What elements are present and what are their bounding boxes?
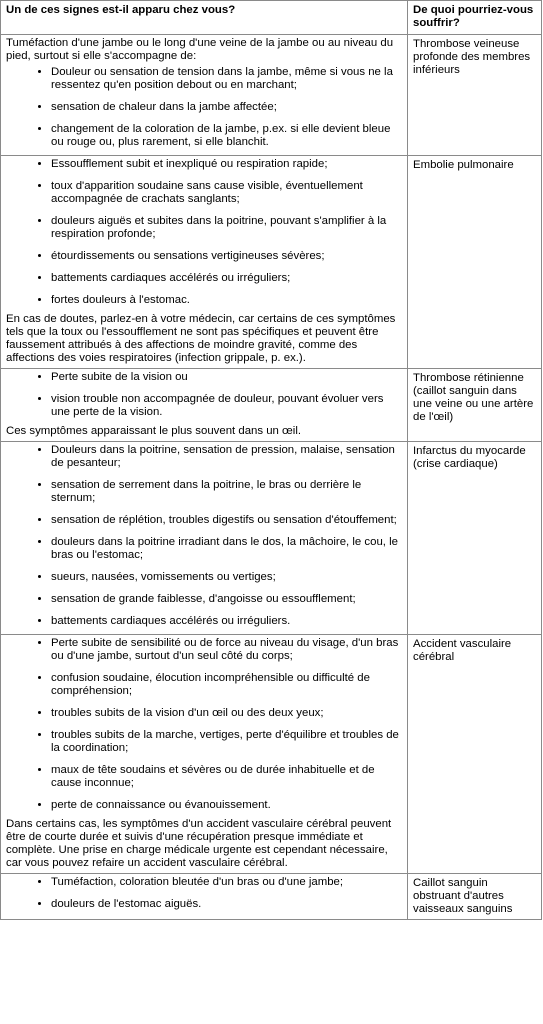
condition-cell: Accident vasculaire cérébral [408,635,542,874]
symptom-item: • vision trouble non accompagnée de douleur, pouvant évoluer vers une perte de la vision. [51,393,403,419]
table-row [1,874,542,920]
symptom-note: Dans certains cas, les symptômes d'un accident vasculaire cérébral peuvent être de courte durée et suivis d'une récupération presque immédiate et complète. Une prise en charge médicale urgente est cependant nécessaire, car vous pouvez refaire un accident vasculaire cérébral. [6,818,392,869]
symptom-item: • fortes douleurs à l'estomac. [51,294,403,307]
symptoms-cell [1,874,408,920]
symptoms-cell [1,35,408,156]
symptom-item: • troubles subits de la vision d'un œil ou des deux yeux; [51,707,403,720]
header-row [1,1,542,35]
symptom-item: • sensation de grande faiblesse, d'angoisse ou essoufflement; [51,593,403,606]
symptom-item: • douleurs aiguës et subites dans la poitrine, pouvant s'amplifier à la respiration profonde; [51,215,403,241]
symptom-list [6,444,403,628]
symptoms-cell [1,369,408,442]
table-row [1,156,542,369]
symptom-item: • battements cardiaques accélérés ou irréguliers; [51,272,403,285]
symptom-item: • Perte subite de la vision ou [51,371,403,384]
symptom-intro: Tuméfaction d'une jambe ou le long d'une veine de la jambe ou au niveau du pied, surtout si elle s'accompagne de: [6,37,394,62]
symptom-item: • toux d'apparition soudaine sans cause visible, éventuellement accompagnée de crachats sanglants; [51,180,403,206]
symptoms-cell [1,442,408,635]
symptom-item: • douleurs dans la poitrine irradiant dans le dos, la mâchoire, le cou, le bras ou l'estomac; [51,536,403,562]
symptom-item: • troubles subits de la marche, vertiges, perte d'équilibre et troubles de la coordination; [51,729,403,755]
header-symptoms: Un de ces signes est-il apparu chez vous? [1,1,408,35]
symptom-item: • battements cardiaques accélérés ou irréguliers. [51,615,403,628]
symptom-item: • Douleur ou sensation de tension dans la jambe, même si vous ne la ressentez qu'en position debout ou en marchant; [51,66,403,92]
table-row [1,35,542,156]
symptom-list [6,66,403,149]
table-row [1,635,542,874]
symptom-item: • confusion soudaine, élocution incompréhensible ou difficulté de compréhension; [51,672,403,698]
condition-cell: Thrombose rétinienne (caillot sanguin dans une veine ou une artère de l'œil) [408,369,542,442]
condition-cell: Infarctus du myocarde (crise cardiaque) [408,442,542,635]
symptoms-cell [1,156,408,369]
symptom-item: • sensation de serrement dans la poitrine, le bras ou derrière le sternum; [51,479,403,505]
table-row [1,369,542,442]
symptom-list [6,158,403,307]
symptom-item: • Perte subite de sensibilité ou de force au niveau du visage, d'un bras ou d'une jambe, surtout d'un seul côté du corps; [51,637,403,663]
symptom-item: • Essoufflement subit et inexpliqué ou respiration rapide; [51,158,403,171]
header-condition: De quoi pourriez-vous souffrir? [408,1,542,35]
condition-cell: Embolie pulmonaire [408,156,542,369]
symptom-item: • maux de tête soudains et sévères ou de durée inhabituelle et de cause inconnue; [51,764,403,790]
symptom-item: • Tuméfaction, coloration bleutée d'un bras ou d'une jambe; [51,876,403,889]
symptom-item: • sensation de réplétion, troubles digestifs ou sensation d'étouffement; [51,514,403,527]
symptom-item: • Douleurs dans la poitrine, sensation de pression, malaise, sensation de pesanteur; [51,444,403,470]
symptom-note: En cas de doutes, parlez-en à votre médecin, car certains de ces symptômes tels que la toux ou l'essoufflement ne sont pas spécifiques et peuvent être faussement attribués à des affections de moindre gravité, comme des affections des voies respiratoires (infection grippale, p. ex.). [6,313,396,364]
symptom-item: • sueurs, nausées, vomissements ou vertiges; [51,571,403,584]
symptom-item: • étourdissements ou sensations vertigineuses sévères; [51,250,403,263]
symptom-item: • sensation de chaleur dans la jambe affectée; [51,101,403,114]
symptom-item: • perte de connaissance ou évanouissement. [51,799,403,812]
symptom-item: • douleurs de l'estomac aiguës. [51,898,403,911]
condition-cell: Caillot sanguin obstruant d'autres vaisseaux sanguins [408,874,542,920]
symptom-note: Ces symptômes apparaissant le plus souvent dans un œil. [6,425,302,437]
table-row [1,442,542,635]
symptom-list [6,371,403,419]
symptom-item: • changement de la coloration de la jambe, p.ex. si elle devient bleue ou rouge ou, plus rarement, si elle blanchit. [51,123,403,149]
symptoms-cell [1,635,408,874]
condition-cell: Thrombose veineuse profonde des membres inférieurs [408,35,542,156]
symptom-list [6,876,403,911]
symptom-list [6,637,403,812]
